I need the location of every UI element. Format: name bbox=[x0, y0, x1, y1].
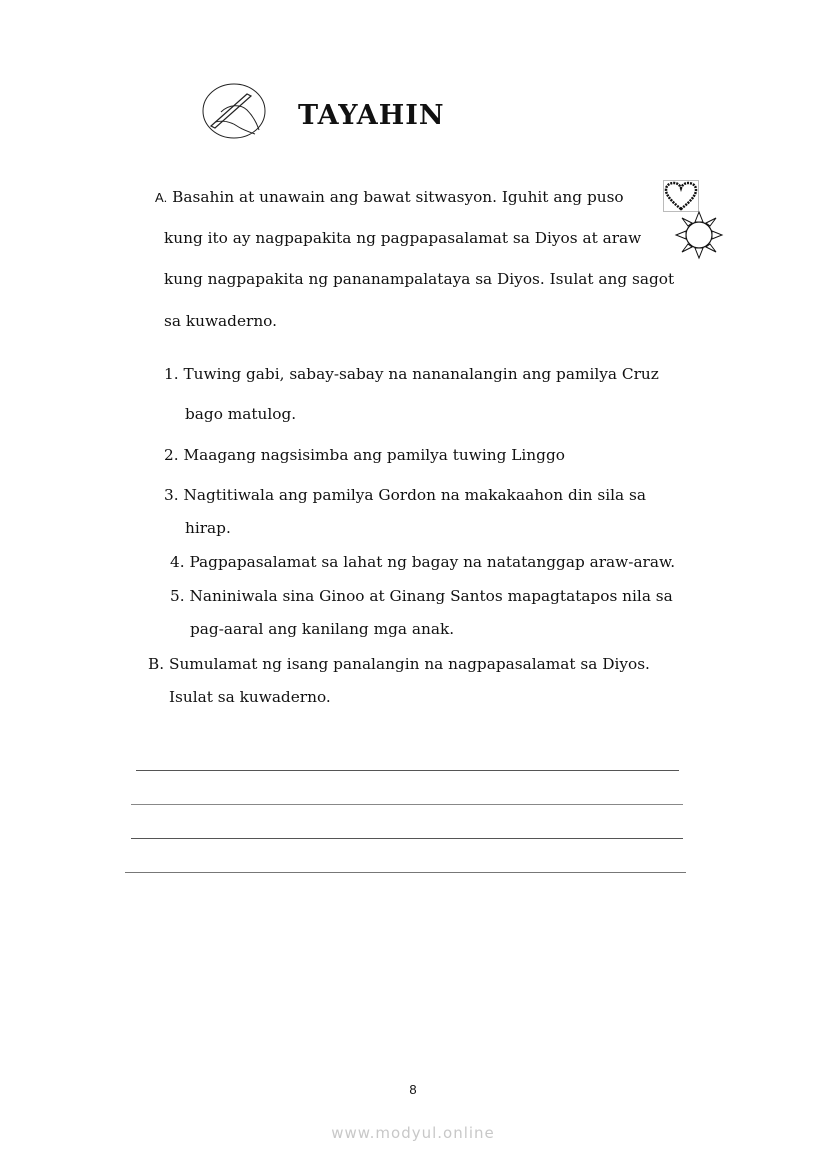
section-b-instruction: Isulat sa kuwaderno. bbox=[169, 688, 331, 706]
instruction-line: kung nagpapakita ng pananampalataya sa Diyos. Isulat ang sagot bbox=[164, 270, 675, 288]
list-item-continuation: bago matulog. bbox=[185, 405, 297, 423]
list-item-continuation: pag-aaral ang kanilang mga anak. bbox=[190, 620, 455, 638]
list-item-continuation: hirap. bbox=[185, 519, 231, 537]
list-item: 2. Maagang nagsisimba ang pamilya tuwing Linggo bbox=[164, 446, 565, 464]
answer-line[interactable] bbox=[136, 770, 679, 771]
section-b-instruction: B. Sumulamat ng isang panalangin na nagpapasalamat sa Diyos. bbox=[148, 655, 650, 673]
answer-line[interactable] bbox=[131, 804, 683, 805]
list-item: 1. Tuwing gabi, sabay-sabay na nananalangin ang pamilya Cruz bbox=[164, 365, 659, 383]
watermark: www.modyul.online bbox=[331, 1124, 495, 1142]
sun-icon bbox=[674, 210, 724, 260]
answer-line[interactable] bbox=[125, 872, 686, 873]
answer-line[interactable] bbox=[131, 838, 683, 839]
instruction-line: sa kuwaderno. bbox=[164, 312, 277, 330]
instruction-line: kung ito ay nagpapakita ng pagpapasalamat sa Diyos at araw bbox=[164, 229, 642, 247]
list-item: 5. Naniniwala sina Ginoo at Ginang Santos mapagtatapos nila sa bbox=[170, 587, 673, 605]
page-title: TAYAHIN bbox=[298, 100, 445, 131]
heart-icon bbox=[663, 180, 699, 212]
list-item: 4. Pagpapasalamat sa lahat ng bagay na natatanggap araw-araw. bbox=[170, 553, 676, 571]
page-number: 8 bbox=[409, 1082, 417, 1097]
section-a-marker: A. bbox=[155, 190, 168, 205]
list-item: 3. Nagtitiwala ang pamilya Gordon na makakaahon din sila sa bbox=[164, 486, 646, 504]
instruction-line: Basahin at unawain ang bawat sitwasyon. Iguhit ang puso bbox=[172, 188, 624, 206]
hand-writing-icon bbox=[201, 82, 267, 140]
